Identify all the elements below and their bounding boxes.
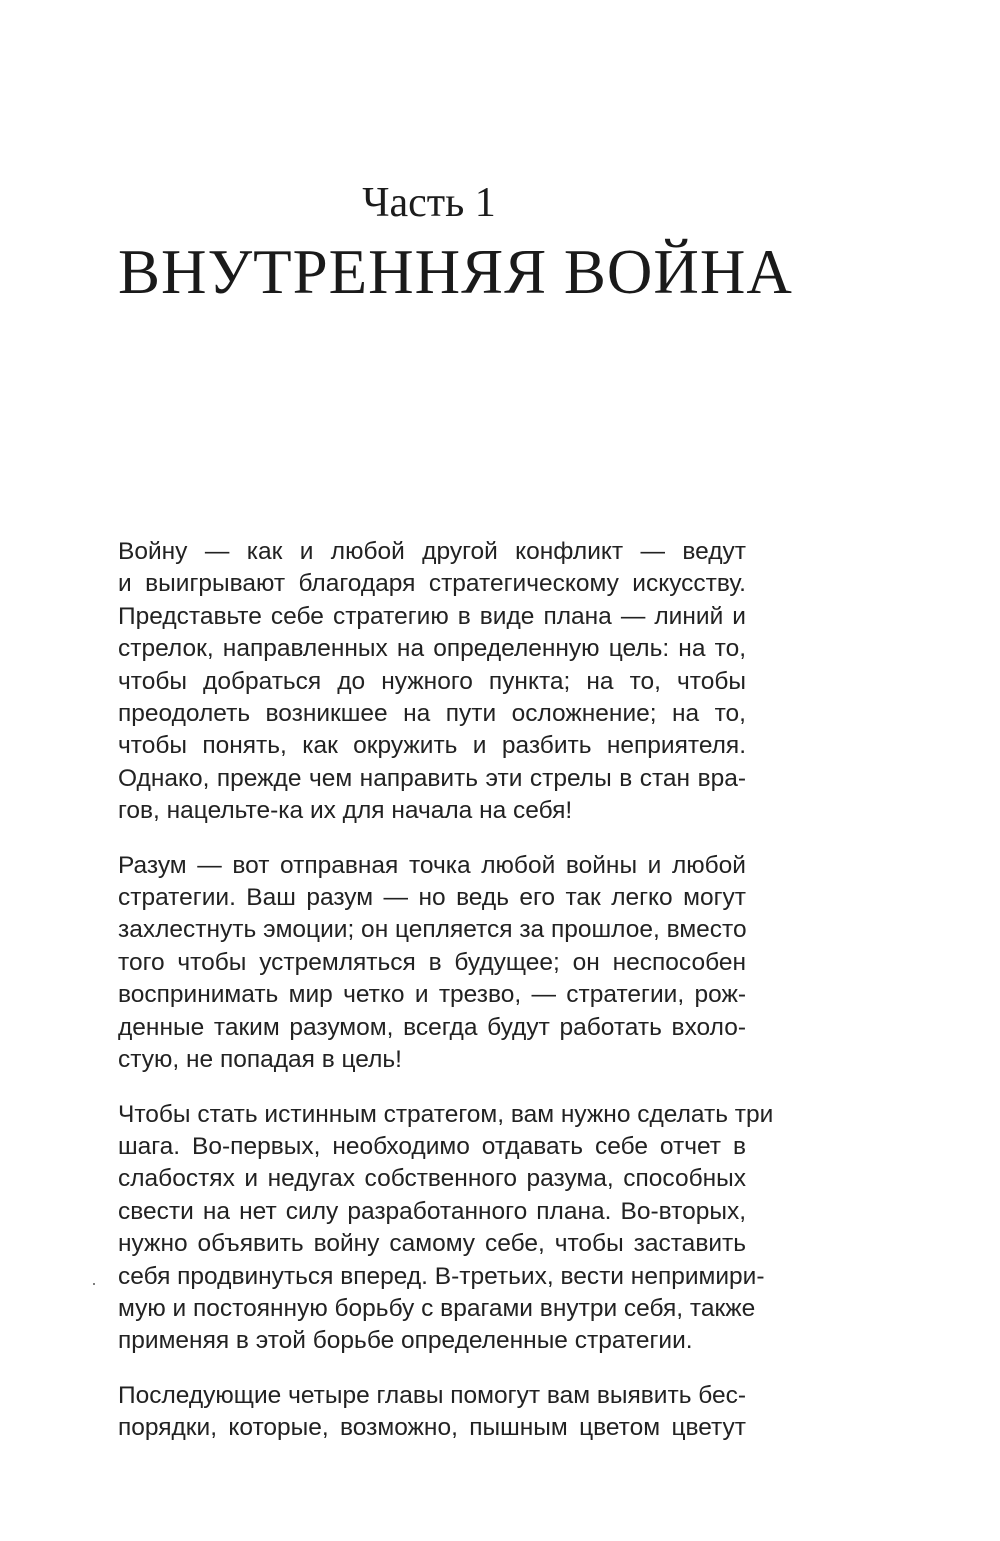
paragraph-3: [118, 1099, 774, 1358]
paragraph-4: [118, 1380, 746, 1445]
text-line: себя продвинуться вперед. В-третьих, вести непримири-: [118, 1262, 765, 1290]
text-line: порядки, которые, возможно, пышным цветом цветут: [118, 1414, 746, 1442]
text-line: захлестнуть эмоции; он цепляется за прошлое, вместо: [118, 916, 747, 944]
print-speck: [93, 1283, 95, 1285]
part-title: ВНУТРЕННЯЯ ВОЙНА: [118, 237, 793, 307]
text-line: Последующие четыре главы помогут вам выявить бес-: [118, 1381, 747, 1409]
text-line: нужно объявить войну самому себе, чтобы заставить: [118, 1230, 746, 1258]
text-line: Войну — как и любой другой конфликт — ведут: [118, 538, 746, 565]
text-line: применяя в этой борьбе определенные стратегии.: [118, 1327, 693, 1355]
text-line: и выигрывают благодаря стратегическому искусству.: [118, 570, 746, 598]
text-line: стратегии. Ваш разум — но ведь его так легко могут: [118, 884, 746, 912]
text-line: слабостях и недугах собственного разума, способных: [118, 1165, 746, 1193]
text-line: мую и постоянную борьбу с врагами внутри себя, также: [118, 1294, 756, 1322]
part-label: Часть 1: [362, 180, 496, 226]
body-text: [118, 536, 774, 1467]
text-line: преодолеть возникшее на пути осложнение; на то,: [118, 700, 746, 728]
paragraph-1: [118, 536, 746, 828]
text-line: воспринимать мир четко и трезво, — стратегии, рож-: [118, 981, 746, 1009]
text-line: шага. Во-первых, необходимо отдавать себе отчет в: [118, 1132, 746, 1160]
text-line: Однако, прежде чем направить эти стрелы в стан вра-: [118, 764, 746, 792]
paragraph-2: [118, 850, 746, 1077]
text-line: чтобы понять, как окружить и разбить неприятеля.: [118, 732, 746, 760]
text-line: Представьте себе стратегию в виде плана — линий и: [118, 602, 746, 630]
text-line: Чтобы стать истинным стратегом, вам нужно сделать три: [118, 1100, 774, 1128]
text-line: стую, не попадая в цель!: [118, 1046, 402, 1074]
text-line: денные таким разумом, всегда будут работать вхоло-: [118, 1013, 746, 1041]
text-line: стрелок, направленных на определенную цель: на то,: [118, 635, 746, 663]
text-line: гов, нацельте-ка их для начала на себя!: [118, 797, 573, 825]
text-line: того чтобы устремляться в будущее; он неспособен: [118, 948, 746, 976]
text-line: свести на нет силу разработанного плана. Во-вторых,: [118, 1197, 746, 1225]
text-line: чтобы добраться до нужного пункта; на то, чтобы: [118, 667, 746, 695]
text-line: Разум — вот отправная точка любой войны и любой: [118, 851, 746, 879]
